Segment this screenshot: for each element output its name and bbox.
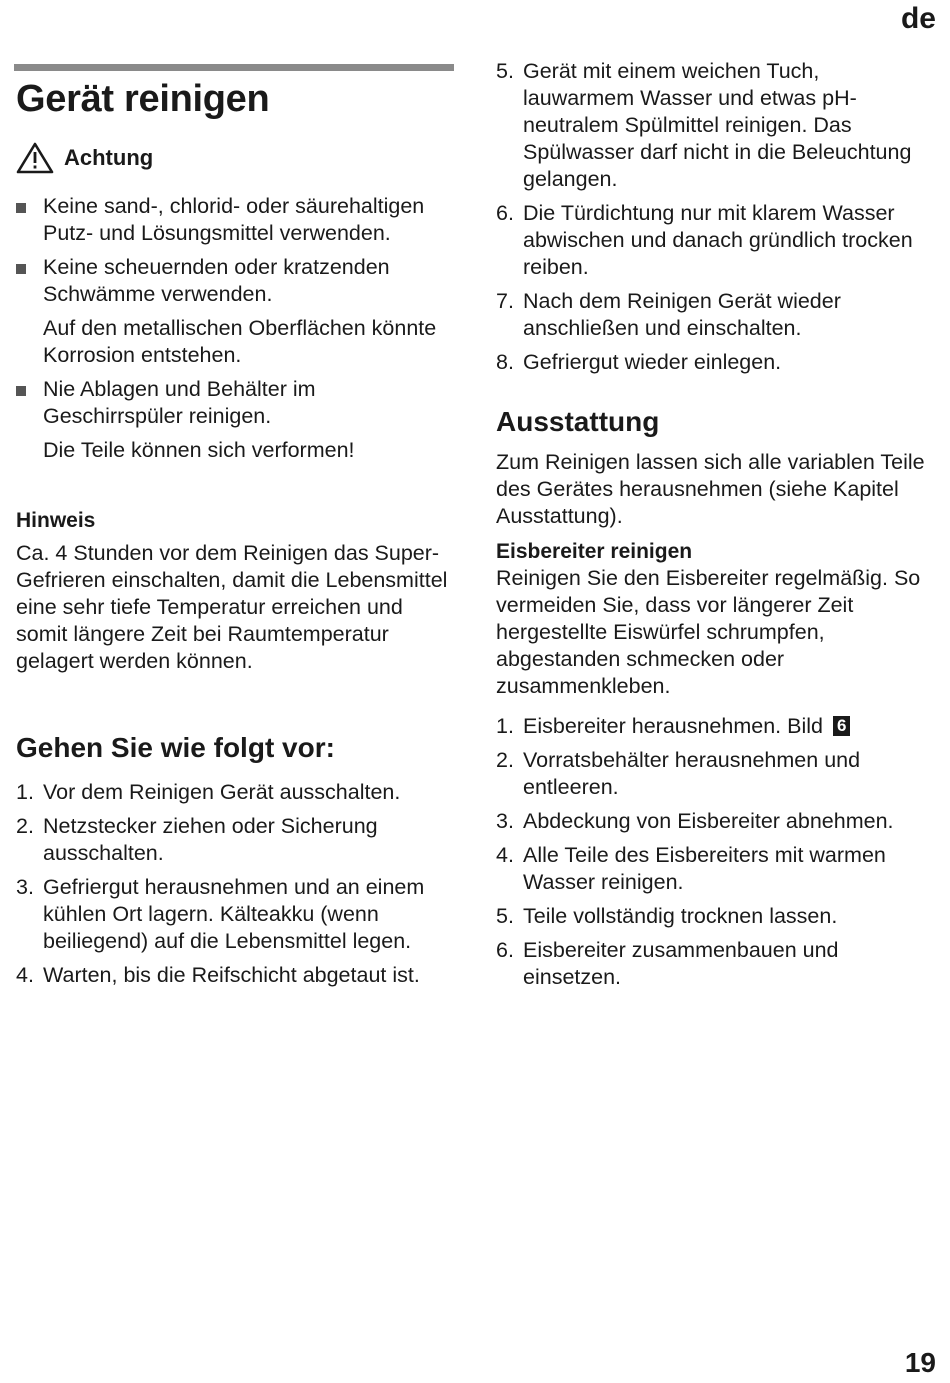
bullet-square-icon xyxy=(16,386,26,396)
equipment-heading: Ausstattung xyxy=(496,406,660,437)
list-item xyxy=(496,288,936,342)
step-number: 6. xyxy=(496,938,514,962)
step-text: Eisbereiter herausnehmen. Bild xyxy=(523,714,823,738)
bullet-text: Nie Ablagen und Behälter im Geschirrspüler reinigen. xyxy=(43,377,316,428)
step-text: Alle Teile des Eisbereiters mit warmen Wasser reinigen. xyxy=(523,843,886,894)
step-number: 3. xyxy=(496,809,514,833)
step-number: 2. xyxy=(496,748,514,772)
page-number: 19 xyxy=(904,1347,936,1378)
step-text: Vorratsbehälter herausnehmen und entleeren. xyxy=(523,748,861,799)
step-number: 5. xyxy=(496,59,514,83)
icemaker-text: Reinigen Sie den Eisbereiter regelmäßig. So vermeiden Sie, dass vor längerer Zeit hergestellte Eiswürfel schrumpfen, abgestanden schmecken oder zusammenkleben. xyxy=(496,566,921,698)
step-number: 2. xyxy=(16,814,34,838)
bullet-square-icon xyxy=(16,264,26,274)
step-number: 7. xyxy=(496,289,514,313)
bullet-subtext: Die Teile können sich verformen! xyxy=(43,438,355,462)
steps-heading: Gehen Sie wie folgt vor: xyxy=(16,732,335,763)
list-item xyxy=(16,254,456,369)
note-heading: Hinweis xyxy=(16,509,96,532)
step-number: 5. xyxy=(496,904,514,928)
step-number: 1. xyxy=(496,714,514,738)
list-item xyxy=(496,58,936,193)
step-number: 4. xyxy=(496,843,514,867)
note-text: Ca. 4 Stunden vor dem Reinigen das Super-Gefrieren einschalten, damit die Lebensmittel eine sehr tiefe Temperatur erreichen und somit längere Zeit bei Raumtemperatur gelagert werden können. xyxy=(16,541,448,673)
step-number: 8. xyxy=(496,350,514,374)
step-text: Warten, bis die Reifschicht abgetaut ist. xyxy=(43,963,420,987)
list-item xyxy=(16,813,456,867)
step-number: 4. xyxy=(16,963,34,987)
step-number: 6. xyxy=(496,201,514,225)
cleaning-steps-list xyxy=(16,779,456,996)
step-text: Abdeckung von Eisbereiter abnehmen. xyxy=(523,809,894,833)
list-item xyxy=(496,903,936,930)
bullet-subtext: Auf den metallischen Oberflächen könnte Korrosion entstehen. xyxy=(43,316,437,367)
bullet-square-icon xyxy=(16,203,26,213)
list-item xyxy=(496,349,936,376)
bullet-text: Keine sand-, chlorid- oder säurehaltigen Putz- und Lösungsmittel verwenden. xyxy=(43,194,425,245)
step-number: 1. xyxy=(16,780,34,804)
figure-reference-badge: 6 xyxy=(833,716,850,736)
icemaker-heading: Eisbereiter reinigen xyxy=(496,540,693,563)
warning-icon xyxy=(16,142,54,174)
step-text: Netzstecker ziehen oder Sicherung ausschalten. xyxy=(43,814,378,865)
step-text: Gefriergut wieder einlegen. xyxy=(523,350,782,374)
step-text: Vor dem Reinigen Gerät ausschalten. xyxy=(43,780,401,804)
language-tag: de xyxy=(900,2,936,35)
step-text: Teile vollständig trocknen lassen. xyxy=(523,904,838,928)
icemaker-steps-list xyxy=(496,713,936,998)
step-number: 3. xyxy=(16,875,34,899)
cleaning-steps-continued-list xyxy=(496,58,936,383)
warning-label: Achtung xyxy=(64,145,154,170)
warning-heading xyxy=(16,142,153,174)
list-item xyxy=(16,779,456,806)
list-item xyxy=(496,937,936,991)
list-item xyxy=(496,713,936,740)
list-item xyxy=(496,842,936,896)
equipment-text: Zum Reinigen lassen sich alle variablen Teile des Gerätes herausnehmen (siehe Kapitel Ausstattung). xyxy=(496,450,925,528)
title-rule xyxy=(14,64,454,71)
page-title: Gerät reinigen xyxy=(16,78,270,120)
list-item xyxy=(16,376,456,464)
step-text: Die Türdichtung nur mit klarem Wasser abwischen und danach gründlich trocken reiben. xyxy=(523,201,913,279)
list-item xyxy=(16,962,456,989)
bullet-text: Keine scheuernden oder kratzenden Schwämme verwenden. xyxy=(43,255,390,306)
list-item xyxy=(16,193,456,247)
list-item xyxy=(496,747,936,801)
list-item xyxy=(496,808,936,835)
list-item xyxy=(16,874,456,955)
step-text: Eisbereiter zusammenbauen und einsetzen. xyxy=(523,938,839,989)
list-item xyxy=(496,200,936,281)
warning-bullet-list xyxy=(16,193,456,471)
step-text: Gefriergut herausnehmen und an einem kühlen Ort lagern. Kälteakku (wenn beiliegend) auf die Lebensmittel legen. xyxy=(43,875,425,953)
step-text: Gerät mit einem weichen Tuch, lauwarmem Wasser und etwas pH-neutralem Spülmittel reinigen. Das Spülwasser darf nicht in die Beleuchtung gelangen. xyxy=(523,59,912,191)
step-text: Nach dem Reinigen Gerät wieder anschließen und einschalten. xyxy=(523,289,841,340)
